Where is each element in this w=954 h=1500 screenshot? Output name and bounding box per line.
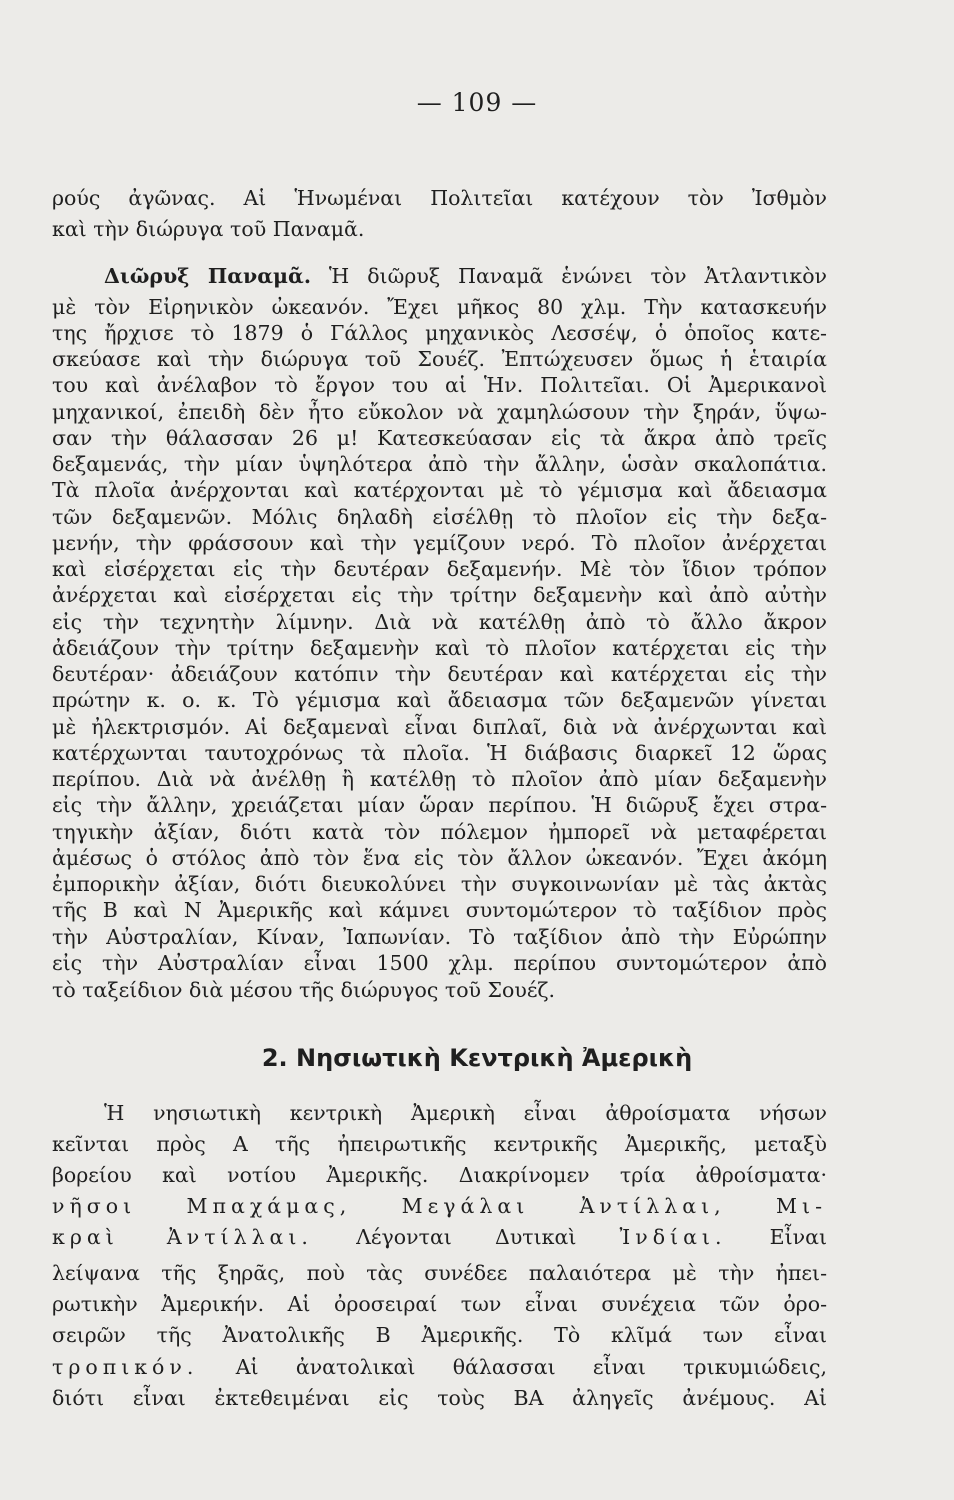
text-line: ἐμπορικὴν ἀξίαν, διότι διευκολύνει τὴν συγκοινωνίαν μὲ τὰς ἀκτὰς	[52, 872, 827, 896]
text-line: ἀνέρχεται καὶ εἰσέρχεται εἰς τὴν τρίτην δεξαμενὴν καὶ ἀπὸ αὐτὴν	[52, 583, 827, 607]
paragraph-first-line	[104, 266, 827, 287]
section-heading: 2. Νησιωτικὴ Κεντρικὴ Ἀμερικὴ	[261, 1044, 693, 1072]
text-span: Ἰνδίαι.	[619, 1225, 727, 1249]
text-line: σκεύασε καὶ τὴν διώρυγα τοῦ Σουέζ. Ἐπτώχευσεν ὅμως ἡ ἑταιρία	[52, 347, 827, 371]
text-line: τὸ ταξείδιον διὰ μέσου τῆς διώρυγος τοῦ Σουέζ.	[52, 978, 556, 1002]
text-line: πρώτην κ. ο. κ. Τὸ γέμισμα καὶ ἄδειασμα τῶν δεξαμενῶν γίνεται	[52, 688, 827, 712]
text-line: μηχανικοί, ἐπειδὴ δὲν ἦτο εὔκολον νὰ χαμηλώσουν τὴν ξηράν, ὕψω-	[52, 400, 827, 424]
text-line: περίπου. Διὰ νὰ ἀνέλθῃ ἢ κατέλθῃ τὸ πλοῖον ἀπὸ μίαν δεξαμενὴν	[52, 767, 827, 791]
text-span: τροπικόν.	[52, 1355, 199, 1379]
text-line: της ἤρχισε τὸ 1879 ὁ Γάλλος μηχανικὸς Λεσσέψ, ὁ ὁποῖος κατε-	[52, 321, 827, 345]
text-line: εἰς τὴν τεχνητὴν λίμνην. Διὰ νὰ κατέλθῃ ἀπὸ τὸ ἄλλο ἄκρον	[52, 610, 827, 634]
text-line: δεξαμενάς, τὴν μίαν ὑψηλότερα ἀπὸ τὴν ἄλλην, ὡσὰν σκαλοπάτια.	[52, 452, 827, 476]
text-line: Ἡ νησιωτικὴ κεντρικὴ Ἀμερικὴ εἶναι ἀθροίσματα νήσων	[104, 1101, 827, 1125]
text-line: ρούς ἀγῶνας. Αἱ Ἡνωμέναι Πολιτεῖαι κατέχουν τὸν Ἰσθμὸν	[52, 186, 827, 210]
text-line: καὶ εἰσέρχεται εἰς τὴν δευτέραν δεξαμενήν. Μὲ τὸν ἴδιον τρόπον	[52, 557, 827, 581]
page-number: — 109 —	[416, 88, 538, 117]
text-line: ἀδειάζουν τὴν τρίτην δεξαμενὴν καὶ τὸ πλοῖον κατέρχεται εἰς τὴν	[52, 636, 827, 660]
text-line	[52, 1357, 827, 1378]
text-line: κατέρχωνται ταυτοχρόνως τὰ πλοῖα. Ἡ διάβασις διαρκεῖ 12 ὥρας	[52, 741, 827, 765]
text-span: Εἶναι	[726, 1225, 827, 1249]
text-line: κεῖνται πρὸς Α τῆς ἠπειρωτικῆς κεντρικῆς Ἀμερικῆς, μεταξὺ	[52, 1132, 827, 1156]
text-line: νῆσοι Μπαχάμας, Μεγάλαι Ἀντίλλαι, Μι-	[52, 1194, 827, 1218]
text-line: σειρῶν τῆς Ἀνατολικῆς Β Ἀμερικῆς. Τὸ κλῖμά των εἶναι	[52, 1323, 827, 1347]
text-span: Ἡ διῶρυξ Παναμᾶ ἑνώνει τὸν Ἀτλαντικὸν	[310, 264, 827, 288]
text-line: λείψανα τῆς ξηρᾶς, ποὺ τὰς συνέδεε παλαιότερα μὲ τὴν ἠπει-	[52, 1261, 827, 1285]
text-span: Λέγονται Δυτικαὶ	[312, 1225, 620, 1249]
text-line: μὲ τὸν Εἰρηνικὸν ὠκεανόν. Ἔχει μῆκος 80 χλμ. Τὴν κατασκευήν	[52, 295, 827, 319]
text-line: του καὶ ἀνέλαβον τὸ ἔργον του αἱ Ἡν. Πολιτεῖαι. Οἱ Ἀμερικανοὶ	[52, 373, 827, 397]
text-line: εἰς τὴν Αὐστραλίαν εἶναι 1500 χλμ. περίπου συντομώτερον ἀπὸ	[52, 951, 827, 975]
text-line: βορείου καὶ νοτίου Ἀμερικῆς. Διακρίνομεν τρία ἀθροίσματα·	[52, 1163, 827, 1187]
text-line: μενήν, τὴν φράσσουν καὶ τὴν γεμίζουν νερό. Τὸ πλοῖον ἀνέρχεται	[52, 531, 827, 555]
text-span: κραὶ Ἀντίλλαι.	[52, 1225, 313, 1249]
text-line: καὶ τὴν διώρυγα τοῦ Παναμᾶ.	[52, 217, 365, 241]
text-line: ρωτικὴν Ἀμερικήν. Αἱ ὀροσειραί των εἶναι συνέχεια τῶν ὀρο-	[52, 1292, 827, 1316]
text-line: τῆς Β καὶ Ν Ἀμερικῆς καὶ κάμνει συντομώτερον τὸ ταξίδιον πρὸς	[52, 898, 827, 922]
text-line: τὴν Αὐστραλίαν, Κίναν, Ἰαπωνίαν. Τὸ ταξίδιον ἀπὸ τὴν Εὐρώπην	[52, 925, 827, 949]
text-line: μὲ ἠλεκτρισμόν. Αἱ δεξαμεναὶ εἶναι διπλαῖ, διὰ νὰ ἀνέρχωνται καὶ	[52, 715, 827, 739]
text-line: τηγικὴν ἀξίαν, διότι κατὰ τὸν πόλεμον ἠμπορεῖ νὰ μεταφέρεται	[52, 820, 827, 844]
text-line: δευτέραν· ἀδειάζουν κατόπιν τὴν δευτέραν καὶ κατέρχεται εἰς τὴν	[52, 662, 827, 686]
text-line: ἀμέσως ὁ στόλος ἀπὸ τὸν ἕνα εἰς τὸν ἄλλον ὠκεανόν. Ἔχει ἀκόμη	[52, 846, 827, 870]
subsection-title: Διῶρυξ Παναμᾶ.	[104, 264, 311, 288]
text-line: τῶν δεξαμενῶν. Μόλις δηλαδὴ εἰσέλθῃ τὸ πλοῖον εἰς τὴν δεξα-	[52, 505, 827, 529]
text-line: διότι εἶναι ἐκτεθειμέναι εἰς τοὺς ΒΑ ἀληγεῖς ἀνέμους. Αἱ	[52, 1386, 827, 1410]
text-line	[52, 1227, 827, 1248]
text-line: Τὰ πλοῖα ἀνέρχονται καὶ κατέρχονται μὲ τὸ γέμισμα καὶ ἄδειασμα	[52, 478, 827, 502]
text-line: εἰς τὴν ἄλλην, χρειάζεται μίαν ὥραν περίπου. Ἡ διῶρυξ ἔχει στρα-	[52, 793, 827, 817]
text-span: Αἱ ἀνατολικαὶ θάλασσαι εἶναι τρικυμιώδεις,	[198, 1355, 827, 1379]
text-line: σαν τὴν θάλασσαν 26 μ! Κατεσκεύασαν εἰς τὰ ἄκρα ἀπὸ τρεῖς	[52, 426, 827, 450]
